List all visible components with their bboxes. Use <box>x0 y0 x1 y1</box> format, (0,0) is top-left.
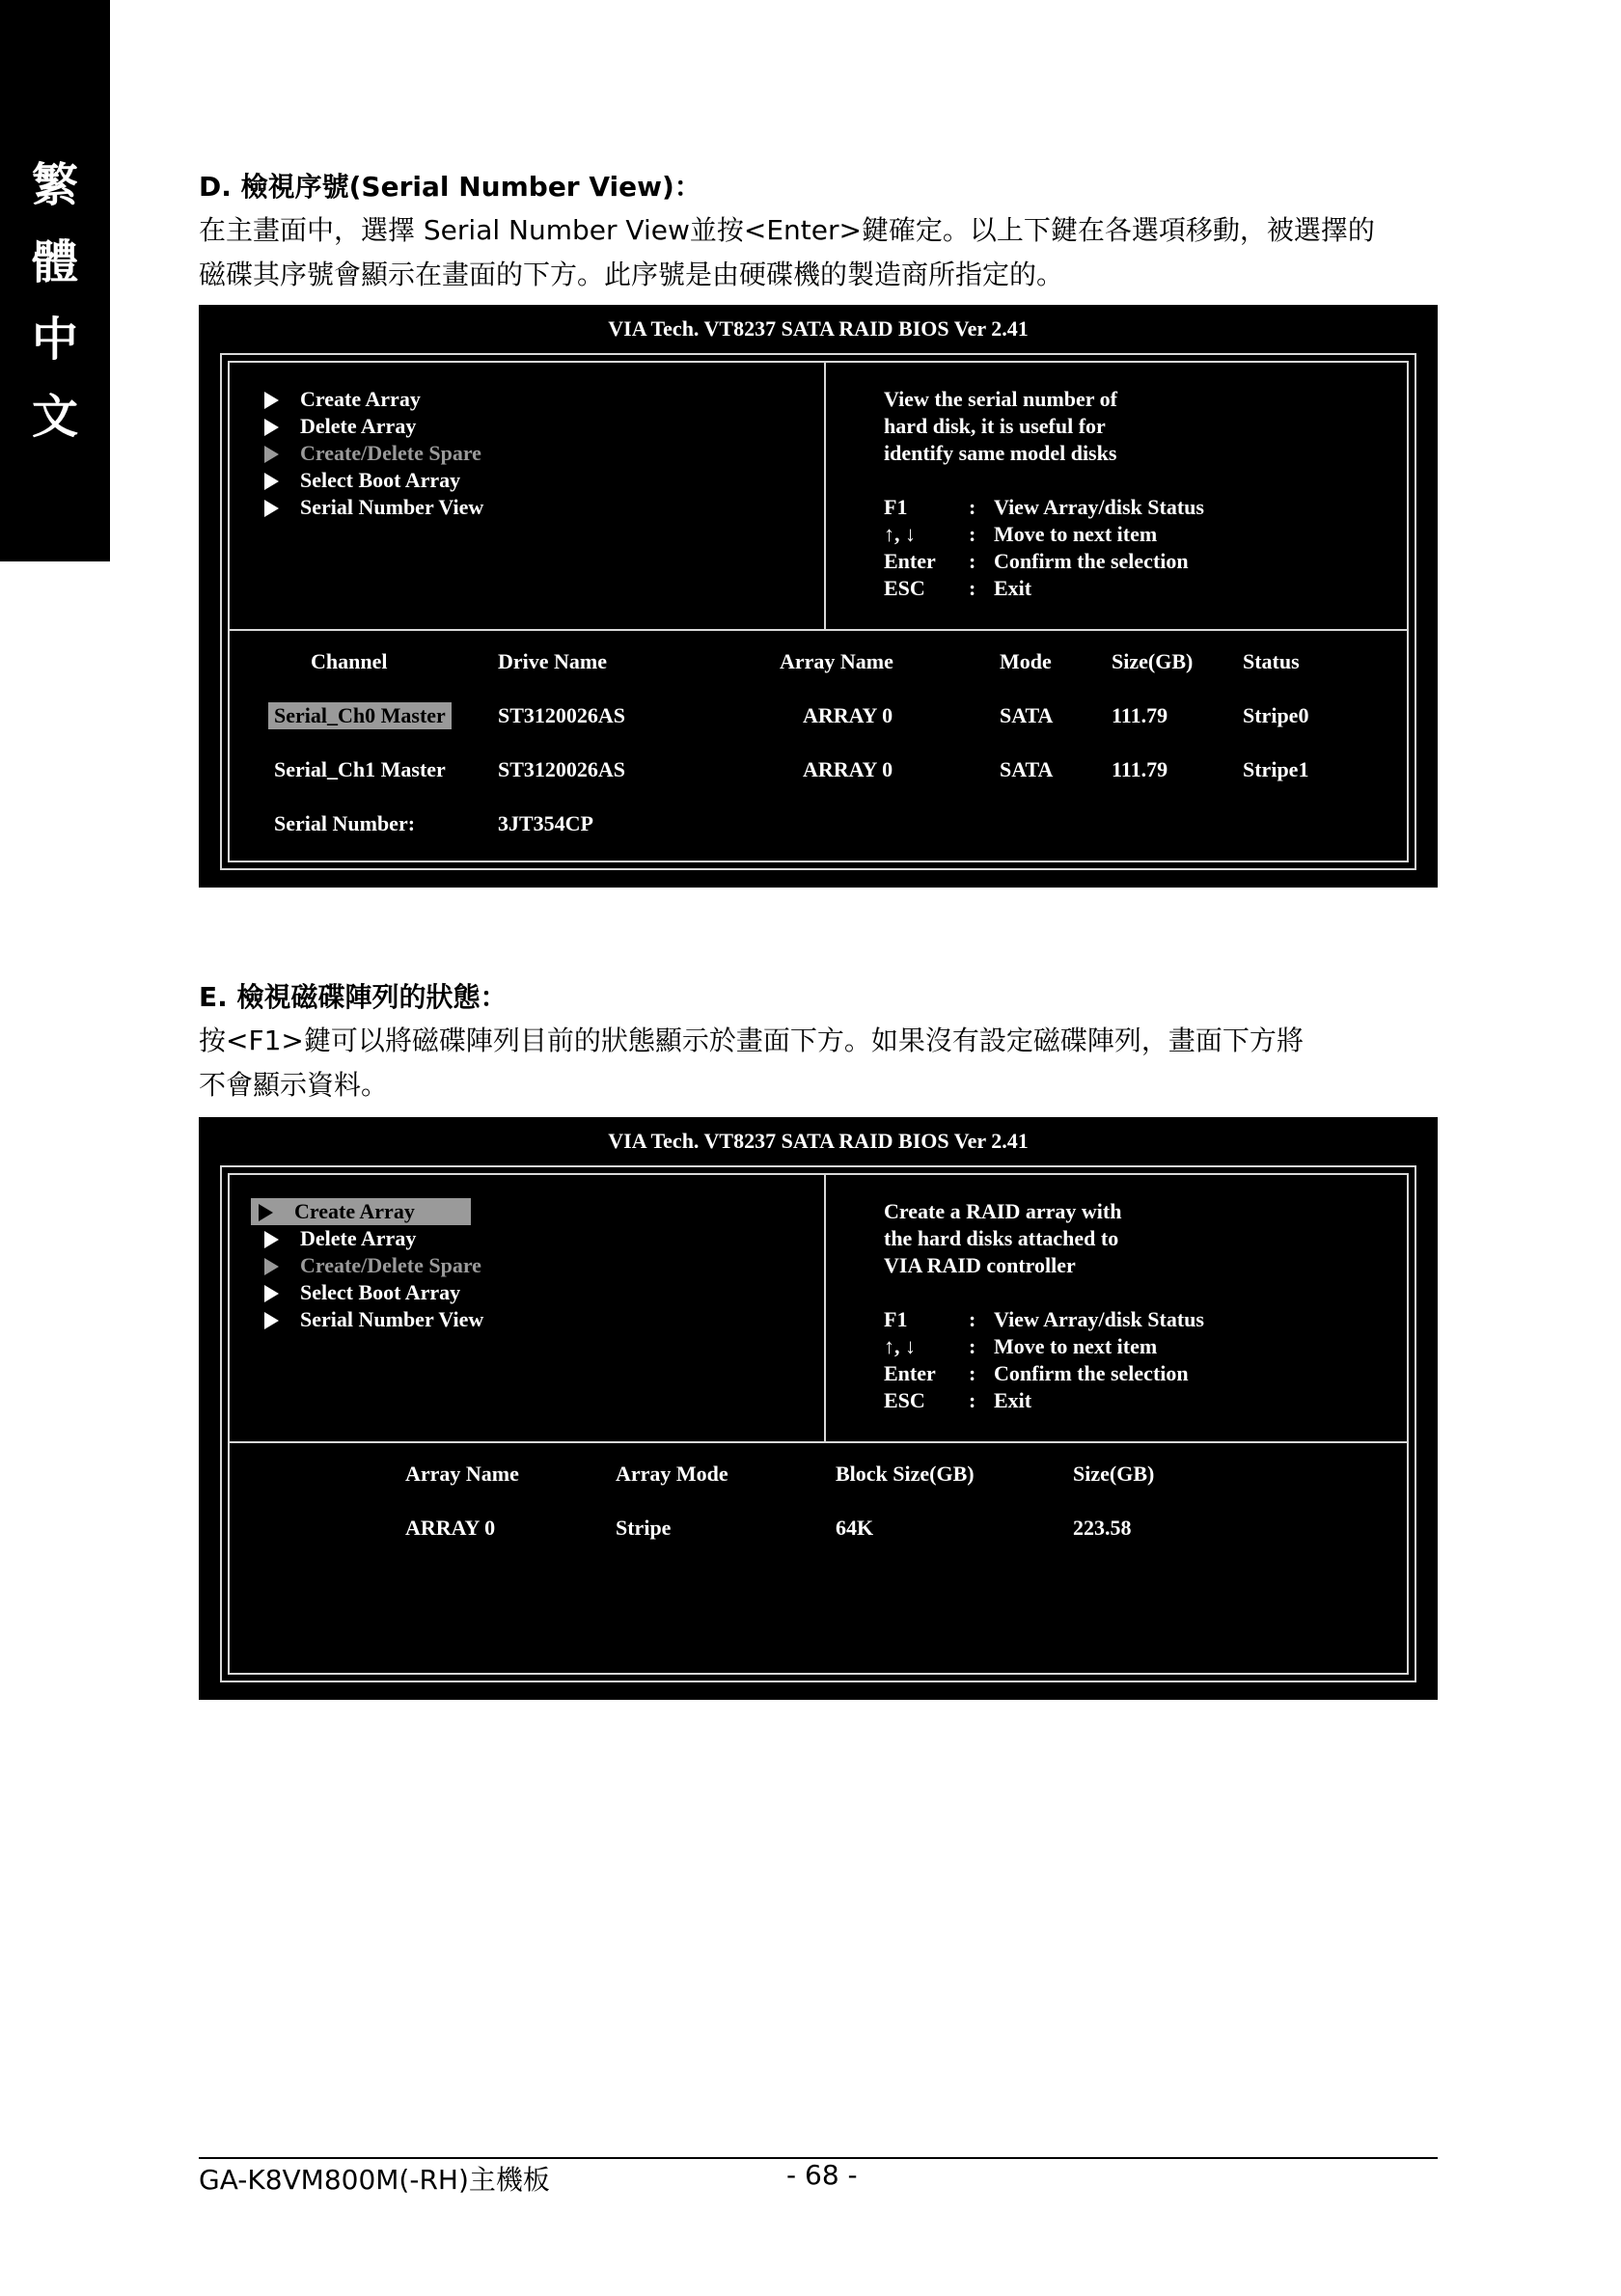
key-description: Move to next item <box>994 1334 1158 1358</box>
key-colon: : <box>969 549 976 573</box>
menu-item-create-array[interactable]: Create Array <box>257 386 421 413</box>
bios-inner-frame <box>228 361 1409 862</box>
key-description: Confirm the selection <box>994 549 1189 573</box>
section-e-heading: E. 檢視磁碟陣列的狀態： <box>199 981 508 1013</box>
serial-number-label: Serial Number: <box>274 811 416 835</box>
column-header: Array Name <box>405 1462 519 1486</box>
bios-divider-vertical <box>824 363 826 629</box>
key-name: ESC <box>884 576 925 600</box>
column-header: Block Size(GB) <box>836 1462 975 1486</box>
help-text: VIA RAID controller <box>884 1253 1076 1277</box>
arrow-right-icon <box>259 1204 273 1221</box>
menu-item-delete-array[interactable]: Delete Array <box>257 1225 416 1252</box>
menu-item-select-boot-array[interactable]: Select Boot Array <box>257 1279 460 1306</box>
bios-divider-horizontal <box>230 1441 1407 1443</box>
key-name: ↑, ↓ <box>884 1334 916 1358</box>
arrow-right-icon <box>264 500 279 517</box>
key-description: View Array/disk Status <box>994 495 1204 519</box>
key-name: Enter <box>884 549 936 573</box>
section-d-heading: D. 檢視序號(Serial Number View)： <box>199 171 701 203</box>
section-d-paragraph <box>199 208 1438 297</box>
key-description: View Array/disk Status <box>994 1307 1204 1331</box>
key-description: Exit <box>994 1388 1032 1412</box>
serial-number-value: 3JT354CP <box>498 811 593 835</box>
key-description: Move to next item <box>994 522 1158 546</box>
arrow-right-icon <box>264 419 279 436</box>
side-tab-char: 繁 <box>31 158 78 212</box>
column-header: Array Name <box>780 649 893 673</box>
bios-frame <box>220 353 1416 870</box>
para-line: 按<F1>鍵可以將磁碟陣列目前的狀態顯示於畫面下方。如果沒有設定磁碟陣列，畫面下方將 <box>199 1025 1304 1056</box>
key-colon: : <box>969 1334 976 1358</box>
key-colon: : <box>969 1388 976 1412</box>
key-colon: : <box>969 522 976 546</box>
bios-inner-frame <box>228 1173 1409 1675</box>
menu-item-create-delete-spare[interactable]: Create/Delete Spare <box>257 1252 481 1279</box>
table-cell: Stripe <box>616 1516 672 1540</box>
arrow-right-icon <box>264 446 279 463</box>
column-header: Drive Name <box>498 649 608 673</box>
table-cell: 223.58 <box>1073 1516 1132 1540</box>
arrow-right-icon <box>264 1258 279 1275</box>
para-line: 磁碟其序號會顯示在畫面的下方。此序號是由硬碟機的製造商所指定的。 <box>199 259 1064 290</box>
menu-item-delete-array[interactable]: Delete Array <box>257 413 416 440</box>
key-colon: : <box>969 1307 976 1331</box>
table-cell: 111.79 <box>1112 757 1168 781</box>
language-side-tab <box>0 0 110 561</box>
footer-model: GA-K8VM800M(-RH)主機板 <box>199 2164 550 2196</box>
key-name: Enter <box>884 1361 936 1385</box>
bios-title: VIA Tech. VT8237 SATA RAID BIOS Ver 2.41 <box>608 1129 1029 1153</box>
key-colon: : <box>969 1361 976 1385</box>
arrow-right-icon <box>264 392 279 409</box>
table-cell: Stripe0 <box>1243 703 1309 727</box>
column-header: Size(GB) <box>1112 649 1194 673</box>
table-cell: ST3120026AS <box>498 703 626 727</box>
key-name: ESC <box>884 1388 925 1412</box>
menu-item-serial-number-view[interactable]: Serial Number View <box>257 494 483 521</box>
section-e-paragraph <box>199 1019 1438 1107</box>
bios-title: VIA Tech. VT8237 SATA RAID BIOS Ver 2.41 <box>608 316 1029 341</box>
table-cell: ST3120026AS <box>498 757 626 781</box>
column-header: Array Mode <box>616 1462 728 1486</box>
key-colon: : <box>969 576 976 600</box>
column-header: Channel <box>311 649 388 673</box>
key-name: F1 <box>884 495 908 519</box>
arrow-right-icon <box>264 1231 279 1248</box>
key-name: F1 <box>884 1307 908 1331</box>
page-number: - 68 - <box>786 2159 858 2191</box>
table-cell: ARRAY 0 <box>803 757 893 781</box>
table-row-channel-selected[interactable]: Serial_Ch0 Master <box>268 702 452 729</box>
help-text: hard disk, it is useful for <box>884 414 1106 438</box>
bios-screen-array-status <box>199 1117 1438 1700</box>
key-description: Exit <box>994 576 1032 600</box>
menu-item-serial-number-view[interactable]: Serial Number View <box>257 1306 483 1333</box>
arrow-right-icon <box>264 473 279 490</box>
table-cell: 111.79 <box>1112 703 1168 727</box>
table-cell: SATA <box>1000 703 1054 727</box>
key-colon: : <box>969 495 976 519</box>
menu-item-create-delete-spare[interactable]: Create/Delete Spare <box>257 440 481 467</box>
para-line: 不會顯示資料。 <box>199 1069 389 1101</box>
table-cell: SATA <box>1000 757 1054 781</box>
para-line: 在主畫面中，選擇 Serial Number View並按<Enter>鍵確定。以上下鍵在各選項移動，被選擇的 <box>199 214 1375 246</box>
help-text: identify same model disks <box>884 441 1117 465</box>
menu-item-create-array[interactable]: Create Array <box>251 1198 471 1225</box>
table-row-channel[interactable]: Serial_Ch1 Master <box>274 757 446 781</box>
table-cell: ARRAY 0 <box>405 1516 496 1540</box>
table-cell: ARRAY 0 <box>803 703 893 727</box>
key-name: ↑, ↓ <box>884 522 916 546</box>
arrow-right-icon <box>264 1285 279 1302</box>
help-text: the hard disks attached to <box>884 1226 1119 1250</box>
bios-divider-horizontal <box>230 629 1407 631</box>
menu-item-select-boot-array[interactable]: Select Boot Array <box>257 467 460 494</box>
side-tab-char: 體 <box>31 235 78 289</box>
column-header: Size(GB) <box>1073 1462 1155 1486</box>
bios-divider-vertical <box>824 1175 826 1441</box>
bios-screen-serial-view <box>199 305 1438 888</box>
help-text: Create a RAID array with <box>884 1199 1122 1223</box>
column-header: Status <box>1243 649 1300 673</box>
bios-frame <box>220 1165 1416 1682</box>
help-text: View the serial number of <box>884 387 1117 411</box>
side-tab-char: 文 <box>31 390 78 444</box>
key-description: Confirm the selection <box>994 1361 1189 1385</box>
arrow-right-icon <box>264 1312 279 1329</box>
table-cell: Stripe1 <box>1243 757 1309 781</box>
table-cell: 64K <box>836 1516 874 1540</box>
column-header: Mode <box>1000 649 1052 673</box>
side-tab-char: 中 <box>31 313 78 367</box>
